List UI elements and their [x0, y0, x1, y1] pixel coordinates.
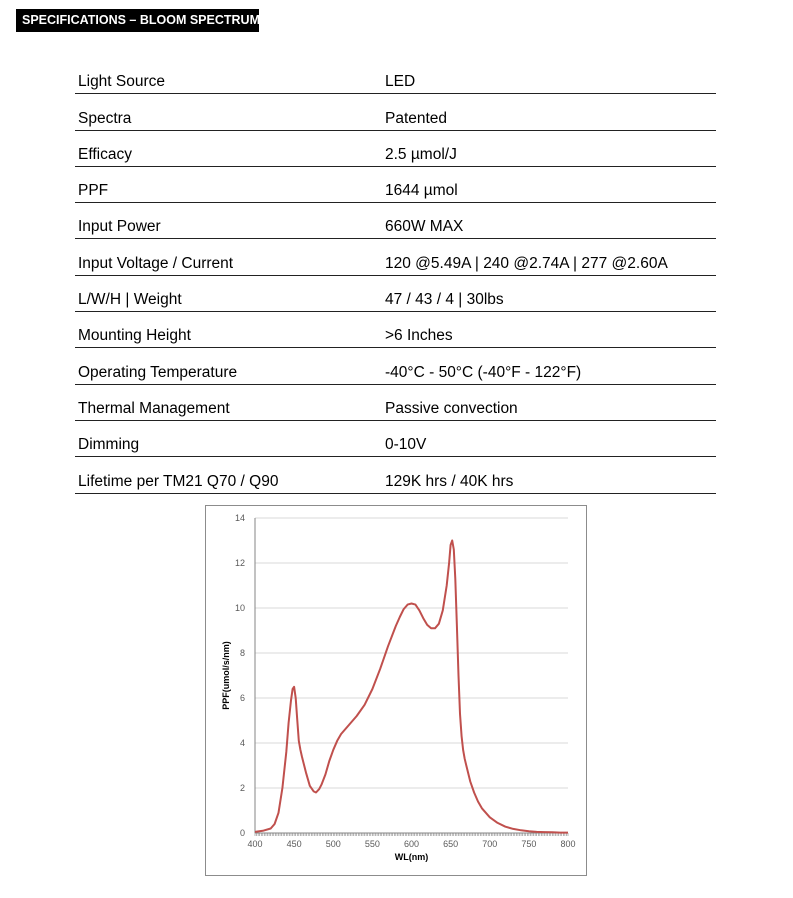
spec-row: [75, 167, 716, 203]
x-tick-label: 700: [482, 839, 498, 849]
spec-value: 660W MAX: [385, 218, 464, 236]
spec-value: 120 @5.49A | 240 @2.74A | 277 @2.60A: [385, 254, 668, 272]
x-axis-title: WL(nm): [394, 852, 429, 862]
y-tick-label: 12: [234, 558, 245, 568]
y-tick-label: 4: [239, 738, 245, 748]
spec-row: [75, 385, 716, 421]
x-tick-label: 450: [286, 839, 302, 849]
y-tick-label: 6: [239, 693, 245, 703]
spec-value: -40°C - 50°C (-40°F - 122°F): [385, 363, 582, 381]
y-tick-label: 10: [234, 603, 245, 613]
x-tick-label: 750: [521, 839, 537, 849]
spec-value: 2.5 µmol/J: [385, 145, 457, 163]
spec-label: L/W/H | Weight: [78, 291, 182, 309]
spec-row: [75, 348, 716, 384]
spectrum-chart-svg: [206, 506, 588, 877]
y-tick-label: 14: [234, 513, 245, 523]
y-tick-label: 8: [239, 648, 245, 658]
spec-label: Input Voltage / Current: [78, 254, 234, 272]
spec-value: 1644 µmol: [385, 182, 458, 200]
spec-label: Dimming: [78, 436, 140, 454]
spectrum-chart: [205, 505, 587, 876]
spec-value: 0-10V: [385, 436, 427, 454]
spec-value: Passive convection: [385, 399, 518, 417]
spec-row: [75, 203, 716, 239]
spec-value: >6 Inches: [385, 327, 453, 345]
x-tick-label: 500: [325, 839, 341, 849]
spectrum-line: [255, 541, 568, 833]
spec-value: 129K hrs / 40K hrs: [385, 472, 514, 490]
spec-label: Light Source: [78, 73, 166, 91]
spec-label: Thermal Management: [78, 399, 230, 417]
spec-label: Mounting Height: [78, 327, 191, 345]
y-tick-label: 0: [239, 828, 245, 838]
x-tick-label: 400: [247, 839, 263, 849]
x-tick-label: 650: [443, 839, 459, 849]
y-tick-label: 2: [239, 783, 245, 793]
x-tick-label: 600: [403, 839, 420, 849]
section-header: SPECIFICATIONS – BLOOM SPECTRUM: [16, 9, 259, 32]
spec-row: [75, 94, 716, 130]
y-axis-title: PPF(umol/s/nm): [221, 641, 231, 710]
spec-label: Lifetime per TM21 Q70 / Q90: [78, 472, 279, 490]
spec-label: PPF: [78, 182, 109, 200]
spec-value: Patented: [385, 109, 448, 127]
spec-row: [75, 457, 716, 493]
x-tick-label: 550: [364, 839, 380, 849]
spec-value: 47 / 43 / 4 | 30lbs: [385, 291, 504, 309]
x-tick-label: 800: [560, 839, 576, 849]
spec-value: LED: [385, 73, 416, 91]
spec-row: [75, 312, 716, 348]
spec-row: [75, 58, 716, 94]
spec-label: Operating Temperature: [78, 363, 238, 381]
spec-row: [75, 239, 716, 275]
spec-row: [75, 276, 716, 312]
spec-row: [75, 421, 716, 457]
spec-row: [75, 131, 716, 167]
spec-label: Input Power: [78, 218, 161, 236]
spec-label: Spectra: [78, 109, 132, 127]
spec-label: Efficacy: [78, 145, 132, 163]
spec-table: [75, 58, 716, 494]
